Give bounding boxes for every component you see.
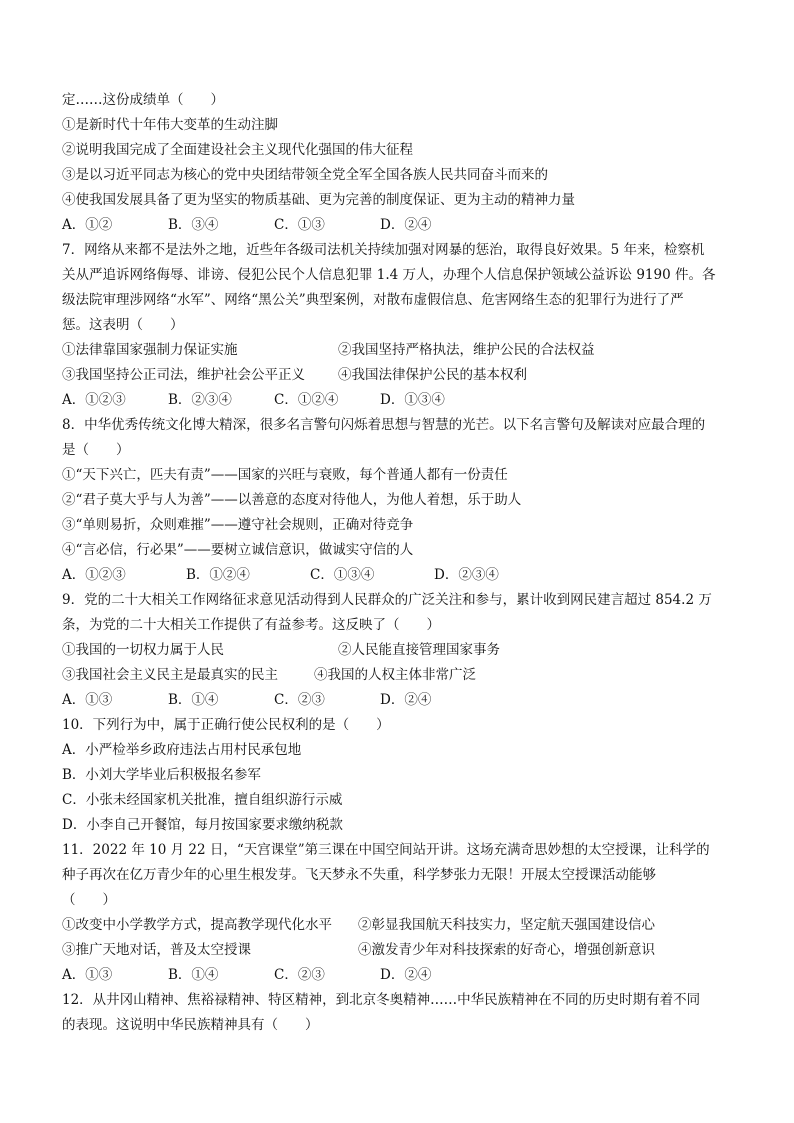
question-stem-line: 8．中华优秀传统文化博大精深，很多名言警句闪烁着思想与智慧的光芒。以下名言警句及解读对应最合理的 (62, 417, 706, 433)
question-stem: 定……这份成绩单（ ） (62, 92, 224, 108)
choice-a[interactable]: A．①③ (62, 967, 113, 983)
statement-row (62, 938, 752, 963)
choice-a[interactable]: A．①②③ (62, 567, 126, 583)
choice-d[interactable]: D．①③④ (380, 392, 445, 408)
question-stem-line: 11．2022 年 10 月 22 日，“天宫课堂”第三课在中国空间站开讲。这场充满奇思妙想的太空授课，让科学的 (62, 842, 710, 858)
statement-row (62, 363, 752, 388)
answer-choices (62, 963, 752, 988)
question-10 (62, 713, 752, 838)
statement-item: ③“单则易折，众则难摧”——遵守社会规则，正确对待竞争 (62, 517, 414, 533)
question-stem-line: 9．党的二十大相关工作网络征求意见活动得到人民群众的广泛关注和参与，累计收到网民建言超过 854.2 万 (62, 592, 712, 608)
statement-item: ③是以习近平同志为核心的党中央团结带领全党全军全国各族人民共同奋斗而来的 (62, 167, 548, 183)
choice-a[interactable]: A．小严检举乡政府违法占用村民承包地 (62, 742, 302, 758)
choice-a[interactable]: A．①③ (62, 692, 113, 708)
choice-b[interactable]: B．①②④ (186, 567, 250, 583)
question-stem-line: （ ） (62, 892, 116, 908)
statement-item: ②彰显我国航天科技实力，坚定航天强国建设信心 (358, 917, 655, 933)
answer-choices (62, 563, 752, 588)
statement-row (62, 913, 752, 938)
question-9 (62, 588, 752, 713)
choice-b[interactable]: B．①④ (168, 692, 219, 708)
statement-item: ④我国的人权主体非常广泛 (314, 667, 476, 683)
question-11 (62, 838, 752, 988)
question-stem-line: 7．网络从来都不是法外之地，近些年各级司法机关持续加强对网暴的惩治，取得良好效果。5 年来，检察机 (62, 242, 705, 258)
statement-row (62, 663, 752, 688)
question-stem-line: 的表现。这说明中华民族精神具有（ ） (62, 1017, 319, 1033)
answer-choices (62, 688, 752, 713)
statement-item: ①是新时代十年伟大变革的生动注脚 (62, 117, 278, 133)
statement-item: ④激发青少年对科技探索的好奇心，增强创新意识 (358, 942, 655, 958)
statement-item: ①“天下兴亡，匹夫有责”——国家的兴旺与衰败，每个普通人都有一份责任 (62, 467, 508, 483)
choice-b[interactable]: B．②③④ (168, 392, 232, 408)
choice-c[interactable]: C．①②④ (274, 392, 339, 408)
exam-page (62, 88, 752, 1038)
question-stem-line: 关从严追诉网络侮辱、诽谤、侵犯公民个人信息犯罪 1.4 万人，办理个人信息保护领域公益诉讼 9190 件。各 (62, 267, 716, 283)
question-7 (62, 238, 752, 413)
statement-row (62, 638, 752, 663)
choice-c[interactable]: C．①③ (274, 217, 325, 233)
choice-c[interactable]: C．②③ (274, 692, 325, 708)
choice-d[interactable]: D．②③④ (434, 567, 499, 583)
question-stem-line: 12．从井冈山精神、焦裕禄精神、特区精神，到北京冬奥精神……中华民族精神在不同的历史时期有着不同 (62, 992, 701, 1008)
choice-b[interactable]: B．③④ (168, 217, 219, 233)
statement-item: ④使我国发展具备了更为坚实的物质基础、更为完善的制度保证、更为主动的精神力量 (62, 192, 575, 208)
choice-d[interactable]: D．小李自己开餐馆，每月按国家要求缴纳税款 (62, 817, 343, 833)
choice-b[interactable]: B．①④ (168, 967, 219, 983)
choice-d[interactable]: D．②④ (380, 217, 432, 233)
question-stem-line: 惩。这表明（ ） (62, 317, 184, 333)
statement-item: ②人民能直接管理国家事务 (338, 642, 500, 658)
statement-item: ①法律靠国家强制力保证实施 (62, 342, 238, 358)
statement-item: ③我国社会主义民主是最真实的民主 (62, 667, 278, 683)
question-8 (62, 413, 752, 588)
statement-item: ④“言必信，行必果”——要树立诚信意识，做诚实守信的人 (62, 542, 414, 558)
question-stem-line: 级法院审理涉网络“水军”、网络“黑公关”典型案例，对散布虚假信息、危害网络生态的犯罪行为进行了严 (62, 292, 684, 308)
question-12 (62, 988, 752, 1038)
question-stem-line: 条，为党的二十大相关工作提供了有益参考。这反映了（ ） (62, 617, 440, 633)
choice-a[interactable]: A．①② (62, 217, 113, 233)
question-6-continued (62, 88, 752, 238)
answer-choices (62, 388, 752, 413)
question-stem-line: 是（ ） (62, 442, 130, 458)
question-stem: 10．下列行为中，属于正确行使公民权利的是（ ） (62, 717, 390, 733)
choice-b[interactable]: B．小刘大学毕业后积极报名参军 (62, 767, 261, 783)
choice-c[interactable]: C．②③ (274, 967, 325, 983)
statement-item: ②说明我国完成了全面建设社会主义现代化强国的伟大征程 (62, 142, 413, 158)
statement-item: ①我国的一切权力属于人民 (62, 642, 224, 658)
statement-item: ②“君子莫大乎与人为善”——以善意的态度对待他人，为他人着想，乐于助人 (62, 492, 522, 508)
choice-c[interactable]: C．①③④ (310, 567, 375, 583)
choice-d[interactable]: D．②④ (380, 692, 432, 708)
statement-item: ③我国坚持公正司法，维护社会公平正义 (62, 367, 305, 383)
statement-item: ③推广天地对话，普及太空授课 (62, 942, 251, 958)
statement-item: ①改变中小学教学方式，提高教学现代化水平 (62, 917, 332, 933)
answer-choices (62, 213, 752, 238)
statement-item: ②我国坚持严格执法，维护公民的合法权益 (338, 342, 595, 358)
question-stem-line: 种子再次在亿万青少年的心里生根发芽。飞天梦永不失重，科学梦张力无限！开展太空授课活动能够 (62, 867, 656, 883)
statement-item: ④我国法律保护公民的基本权利 (338, 367, 527, 383)
choice-c[interactable]: C．小张未经国家机关批准，擅自组织游行示威 (62, 792, 343, 808)
choice-a[interactable]: A．①②③ (62, 392, 126, 408)
statement-row (62, 338, 752, 363)
choice-d[interactable]: D．②④ (380, 967, 432, 983)
